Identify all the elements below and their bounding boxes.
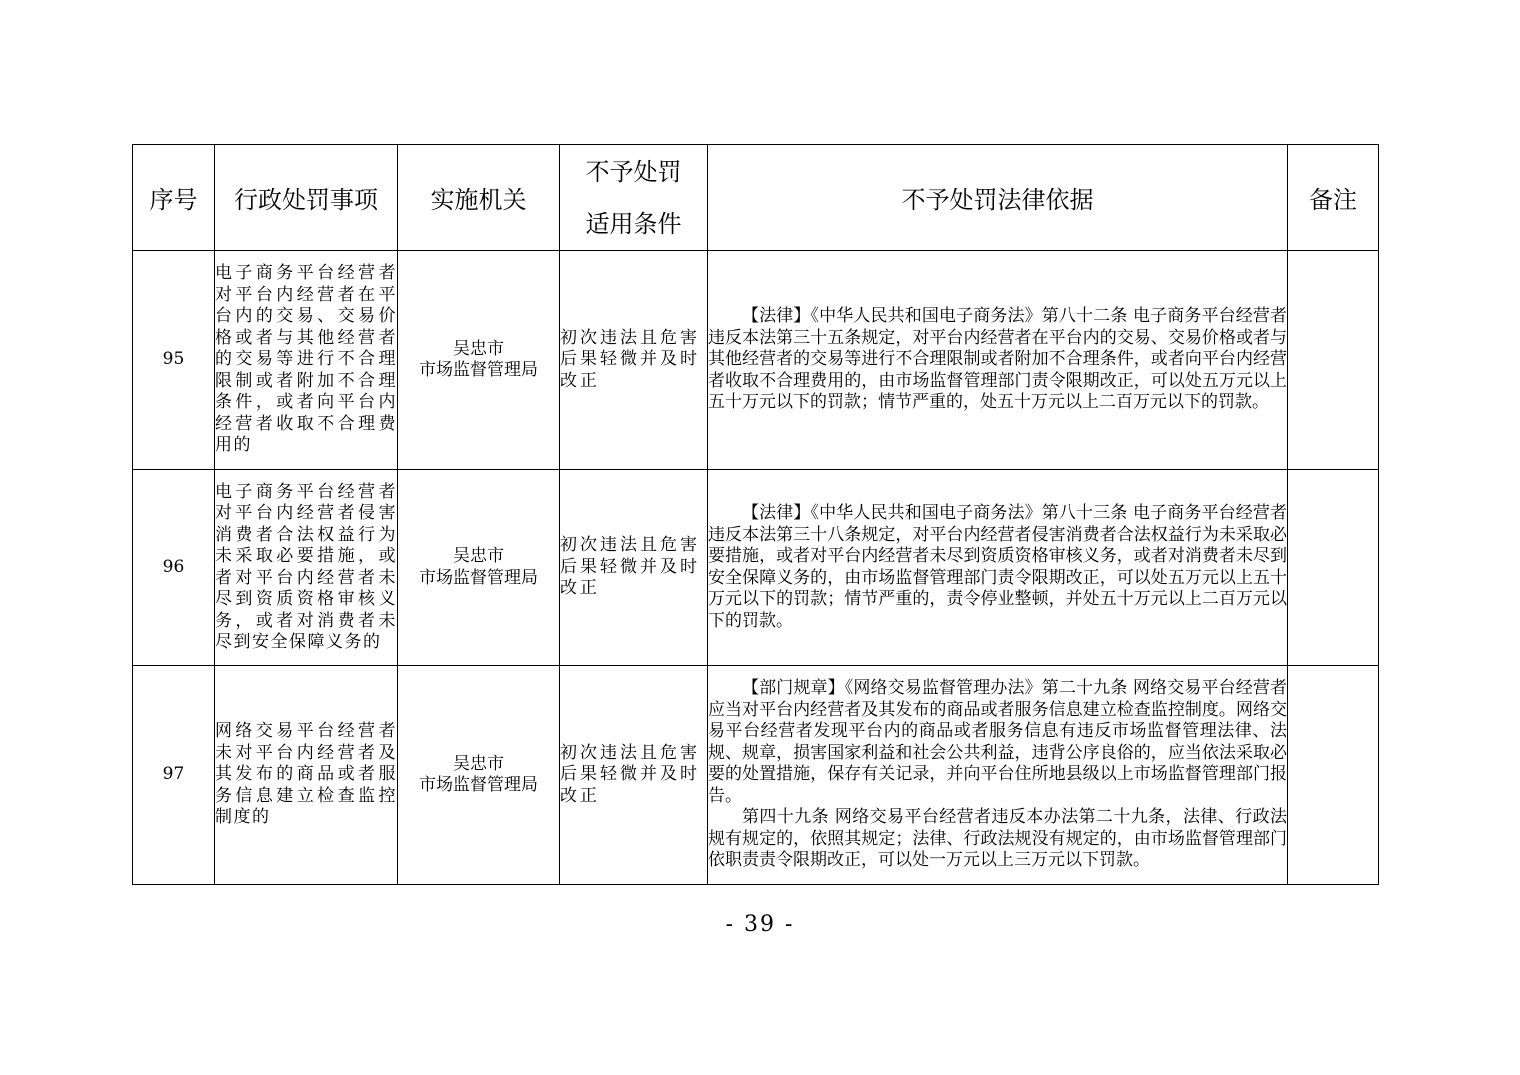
agency-city: 吴忠市 — [453, 753, 504, 774]
header-org: 实施机关 — [398, 145, 560, 251]
agency-bureau: 市场监督管理局 — [419, 775, 538, 795]
remarks — [1288, 470, 1379, 666]
header-condition — [560, 145, 708, 251]
legal-basis — [708, 251, 1288, 470]
remarks — [1288, 251, 1379, 470]
legal-basis-paragraph: 【法律】《中华人民共和国电子商务法》第八十三条 电子商务平台经营者违反本法第三十八条规定，对平台内经营者侵害消费者合法权益行为未采取必要措施，或者对平台内经营者未尽到资质资格审核义务，或者对消费者未尽到安全保障义务的，由市场监督管理部门责令限期改正，可以处五万元以上五十万元以下的罚款；情节严重的，责令停业整顿，并处五十万元以上二百万元以下的罚款。 — [708, 503, 1287, 631]
table-row — [133, 251, 1379, 470]
header-item: 行政处罚事项 — [215, 145, 398, 251]
row-number: 95 — [133, 251, 215, 470]
legal-basis-paragraph: 【法律】《中华人民共和国电子商务法》第八十二条 电子商务平台经营者违反本法第三十五条规定，对平台内经营者在平台内的交易、交易价格或者与其他经营者的交易等进行不合理限制或者附加不合理条件，或者向平台内经营者收取不合理费用的，由市场监督管理部门责令限期改正，可以处五万元以上五十万元以下的罚款；情节严重的，处五十万元以上二百万元以下的罚款。 — [708, 306, 1287, 413]
legal-basis-paragraph: 【部门规章】《网络交易监督管理办法》第二十九条 网络交易平台经营者应当对平台内经营者及其发布的商品或者服务信息建立检查监控制度。网络交易平台经营者发现平台内的商品或者服务信息有违反市场监督管理法律、法规、规章，损害国家利益和社会公共利益，违背公序良俗的，应当依法采取必要的处置措施，保存有关记录，并向平台住所地县级以上市场监督管理部门报告。 — [708, 678, 1287, 806]
table-row — [133, 666, 1379, 885]
exemption-condition: 初次违法且危害后果轻微并及时改正 — [560, 666, 708, 885]
header-condition-line1: 不予处罚 — [585, 157, 682, 186]
agency-bureau: 市场监督管理局 — [419, 567, 538, 588]
header-basis: 不予处罚法律依据 — [708, 145, 1288, 251]
penalty-item: 电子商务平台经营者对平台内经营者侵害消费者合法权益行为未采取必要措施，或者对平台内经营者未尽到资质资格审核义务，或者对消费者未尽到安全保障义务的 — [215, 470, 398, 666]
agency-city: 吴忠市 — [453, 338, 504, 359]
header-condition-line2: 适用条件 — [585, 209, 682, 238]
legal-basis — [708, 666, 1288, 885]
enforcement-agency — [398, 470, 560, 666]
agency-city: 吴忠市 — [453, 546, 504, 566]
legal-basis-paragraph: 第四十九条 网络交易平台经营者违反本办法第二十九条，法律、行政法规有规定的，依照其规定；法律、行政法规没有规定的，由市场监督管理部门依职责责令限期改正，可以处一万元以上三万元以下罚款。 — [708, 807, 1287, 871]
remarks — [1288, 666, 1379, 885]
header-note: 备注 — [1288, 145, 1379, 251]
exemption-condition: 初次违法且危害后果轻微并及时改正 — [560, 251, 708, 470]
penalty-item: 电子商务平台经营者对平台内经营者在平台内的交易、交易价格或者与其他经营者的交易等进行不合理限制或者附加不合理条件，或者向平台内经营者收取不合理费用的 — [215, 251, 398, 470]
agency-bureau: 市场监督管理局 — [419, 360, 538, 380]
penalty-item: 网络交易平台经营者未对平台内经营者及其发布的商品或者服务信息建立检查监控制度的 — [215, 666, 398, 885]
table-header-row — [133, 145, 1379, 251]
row-number: 97 — [133, 666, 215, 885]
enforcement-agency — [398, 666, 560, 885]
table-row — [133, 470, 1379, 666]
enforcement-agency — [398, 251, 560, 470]
exemption-condition: 初次违法且危害后果轻微并及时改正 — [560, 470, 708, 666]
penalty-table — [132, 144, 1379, 885]
header-num: 序号 — [133, 145, 215, 251]
page-number: - 39 - — [725, 912, 795, 937]
legal-basis — [708, 470, 1288, 666]
row-number: 96 — [133, 470, 215, 666]
